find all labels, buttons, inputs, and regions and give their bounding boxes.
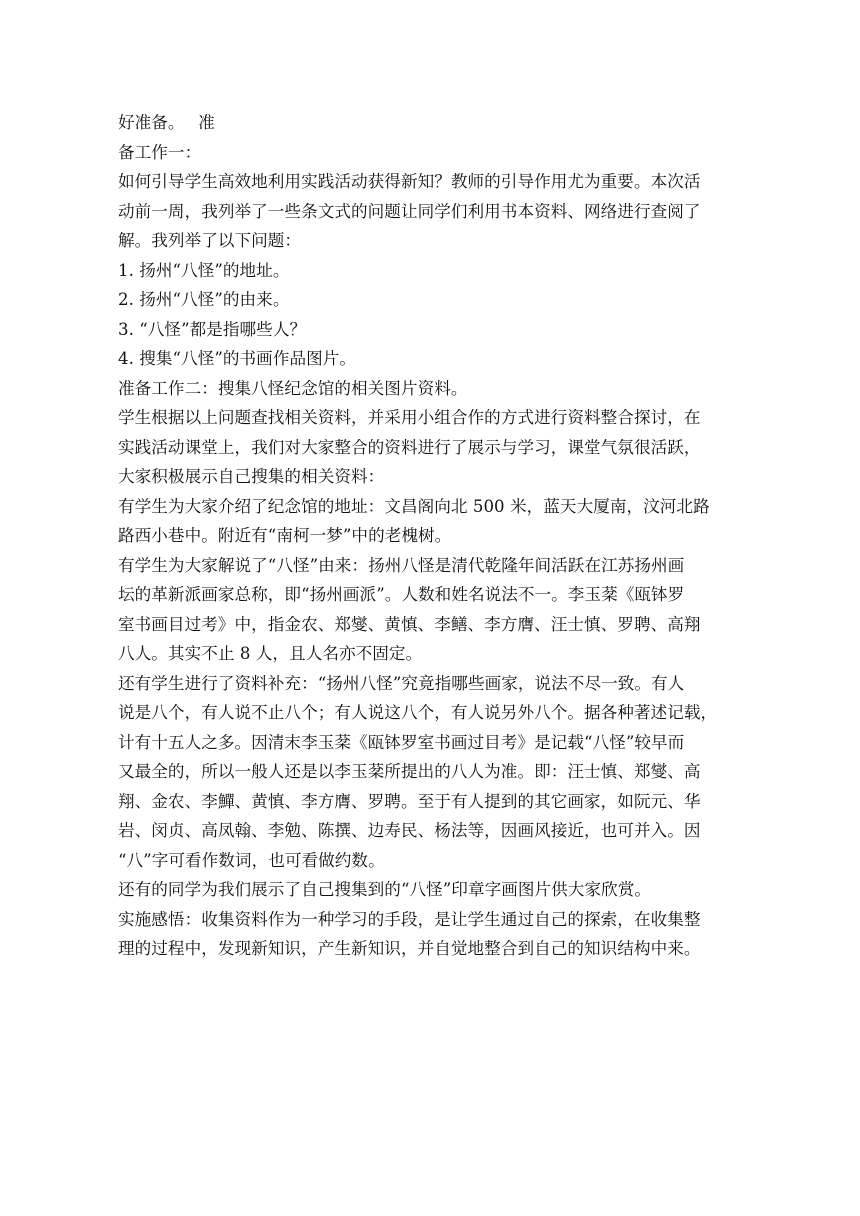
text-line: 路西小巷中。附近有“南柯一梦”中的老槐树。 — [118, 526, 452, 545]
paragraph-seal-images — [118, 875, 746, 905]
text-line: 室书画目过考》中，指金农、郑燮、黄慎、李鳝、李方膺、汪士慎、罗聘、高翔 — [118, 614, 701, 634]
paragraph-preparation-one-heading — [118, 138, 746, 168]
paragraph-guidance-intro — [118, 167, 746, 256]
text-line: 好准备。 准 — [118, 113, 215, 132]
document-page — [118, 108, 746, 964]
text-line: 有学生为大家介绍了纪念馆的地址：文昌阁向北 500 米，蓝天大厦南，汶河北路 — [118, 496, 710, 516]
question-item-4 — [118, 344, 746, 374]
text-line: 4. 搜集“八怪”的书画作品图片。 — [118, 349, 357, 368]
paragraph-memorial-address — [118, 492, 746, 551]
text-line: 岩、闵贞、高凤翰、李勉、陈撰、边寿民、杨法等，因画风接近，也可并入。因 — [118, 821, 701, 840]
paragraph-supplementary-info — [118, 669, 746, 876]
paragraph-student-research — [118, 403, 746, 492]
text-line: “八”字可看作数词，也可看做约数。 — [118, 850, 385, 870]
text-line: 大家积极展示自己搜集的相关资料： — [118, 467, 385, 486]
paragraph-reflection — [118, 905, 746, 964]
text-line: 1. 扬州“八怪”的地址。 — [118, 260, 290, 280]
text-line: 还有的同学为我们展示了自己搜集到的“八怪”印章字画图片供大家欣赏。 — [118, 880, 652, 899]
text-line: 如何引导学生高效地利用实践活动获得新知？教师的引导作用尤为重要。本次活 — [118, 172, 701, 191]
question-item-1 — [118, 256, 746, 286]
text-line: 坛的革新派画家总称，即“扬州画派”。人数和姓名说法不一。李玉棻《瓯钵罗 — [118, 585, 685, 604]
text-line: 3. “八怪”都是指哪些人？ — [118, 319, 307, 339]
paragraph-preparation-two — [118, 374, 746, 404]
question-item-3 — [118, 315, 746, 345]
text-line: 计有十五人之多。因清末李玉棻《瓯钵罗室书画过目考》是记载“八怪”较早而 — [118, 732, 685, 752]
text-line: 动前一周，我列举了一些条文式的问题让同学们利用书本资料、网络进行查阅了 — [118, 201, 701, 221]
text-line: 又最全的，所以一般人还是以李玉棻所提出的八人为准。即：汪士慎、郑燮、高 — [118, 762, 701, 781]
text-line: 2. 扬州“八怪”的由来。 — [118, 290, 290, 309]
paragraph-preparation-fragment — [118, 108, 746, 138]
text-line: 翔、金农、李鱓、黄慎、李方膺、罗聘。至于有人提到的其它画家，如阮元、华 — [118, 791, 701, 811]
text-line: 解。我列举了以下问题： — [118, 231, 302, 250]
text-line: 有学生为大家解说了“八怪”由来：扬州八怪是清代乾隆年间活跃在江苏扬州画 — [118, 555, 685, 575]
text-line: 实施感悟：收集资料作为一种学习的手段，是让学生通过自己的探索，在收集整 — [118, 909, 701, 929]
text-line: 八人。其实不止 8 人，且人名亦不固定。 — [118, 644, 423, 663]
question-item-2 — [118, 285, 746, 315]
text-line: 学生根据以上问题查找相关资料，并采用小组合作的方式进行资料整合探讨，在 — [118, 408, 701, 427]
text-line: 还有学生进行了资料补充：“扬州八怪”究竟指哪些画家，说法不尽一致。有人 — [118, 673, 685, 693]
text-line: 备工作一： — [118, 142, 202, 162]
text-line: 实践活动课堂上，我们对大家整合的资料进行了展示与学习，课堂气氛很活跃， — [118, 437, 701, 457]
text-line: 准备工作二：搜集八怪纪念馆的相关图片资料。 — [118, 378, 468, 398]
text-line: 理的过程中，发现新知识，产生新知识，并自觉地整合到自己的知识结构中来。 — [118, 939, 701, 958]
paragraph-eight-eccentrics-origin — [118, 551, 746, 669]
text-line: 说是八个，有人说不止八个；有人说这八个，有人说另外八个。据各种著述记载， — [118, 703, 718, 722]
